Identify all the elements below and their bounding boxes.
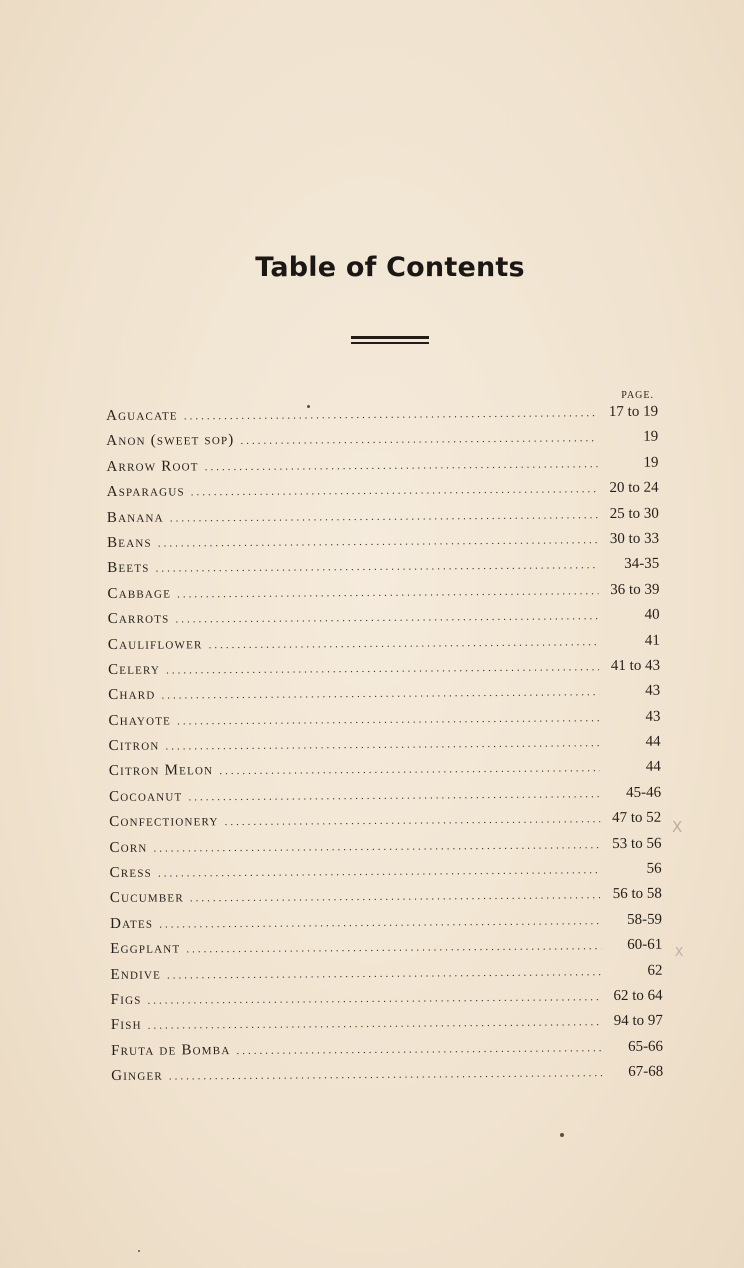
toc-entry-title: Beets xyxy=(107,560,150,577)
toc-entry-page-number: 58-59 xyxy=(626,911,663,928)
toc-entry-page-number: 43 xyxy=(645,682,661,700)
dot-leader xyxy=(169,1067,602,1082)
toc-entry-page-number: 30 to 33 xyxy=(609,530,660,547)
dot-leader xyxy=(186,940,601,955)
toc-entry-page-number: 56 xyxy=(646,860,662,877)
dot-leader xyxy=(209,636,599,651)
toc-entry-title: Corn xyxy=(109,839,148,856)
dot-leader xyxy=(225,813,601,828)
toc-entry-page-number: 36 to 39 xyxy=(610,581,660,598)
ink-speck xyxy=(138,1250,140,1252)
toc-entry-title: Endive xyxy=(110,966,162,983)
toc-entry-page-number: 47 to 52 xyxy=(612,809,662,827)
dot-leader xyxy=(236,1042,602,1057)
toc-entry-page-number: 53 to 56 xyxy=(612,835,662,852)
dot-leader xyxy=(175,610,598,625)
toc-entry-title: Cucumber xyxy=(109,889,184,907)
toc-entry-title: Fruta de Bomba xyxy=(110,1041,231,1059)
toc-entry-page-number: 44 xyxy=(645,733,661,750)
toc-entry-page-number: 67-68 xyxy=(628,1063,664,1081)
toc-entry-title: Eggplant xyxy=(110,940,181,958)
dot-leader xyxy=(177,712,599,727)
dot-leader xyxy=(159,915,601,930)
toc-entry-title: Beans xyxy=(106,534,152,551)
toc-entry-title: Banana xyxy=(106,509,164,526)
toc-entry-title: Carrots xyxy=(107,610,170,628)
page-title: Table of Contents xyxy=(255,252,525,283)
toc-entry-page-number: 45-46 xyxy=(625,784,662,801)
toc-entry-title: Cauliflower xyxy=(107,635,203,653)
toc-entry xyxy=(111,1064,663,1094)
toc-entry-title: Asparagus xyxy=(106,483,185,501)
dot-leader xyxy=(155,559,598,574)
toc-entry-page-number: 41 to 43 xyxy=(610,657,661,674)
toc-entry-page-number: 19 xyxy=(643,429,659,446)
table-of-contents-list xyxy=(106,404,663,1094)
dot-leader xyxy=(147,991,601,1007)
toc-entry-page-number: 40 xyxy=(644,606,660,623)
toc-entry-title: Ginger xyxy=(111,1067,163,1085)
toc-entry-title: Dates xyxy=(109,915,154,932)
toc-entry-title: Fish xyxy=(110,1017,142,1034)
dot-leader xyxy=(177,585,598,600)
page-column-heading: PAGE. xyxy=(621,390,654,401)
toc-entry-page-number: 25 to 30 xyxy=(609,505,659,522)
toc-entry-page-number: 41 xyxy=(644,632,660,649)
dot-leader xyxy=(148,1016,602,1032)
toc-entry-title: Cabbage xyxy=(107,585,172,602)
dot-leader xyxy=(166,661,599,676)
dot-leader xyxy=(167,966,602,981)
toc-entry-page-number: 17 to 19 xyxy=(608,403,659,421)
pencil-x-mark-2: X xyxy=(675,945,684,959)
title-double-rule-top xyxy=(351,336,429,339)
pencil-x-mark-1: X xyxy=(672,818,683,836)
toc-entry-title: Chayote xyxy=(108,712,172,729)
dot-leader xyxy=(170,509,598,524)
toc-entry-page-number: 62 to 64 xyxy=(613,987,663,1005)
toc-entry-title: Cress xyxy=(109,864,153,882)
toc-entry-page-number: 60-61 xyxy=(627,936,663,954)
dot-leader xyxy=(188,788,600,803)
dot-leader xyxy=(219,763,600,778)
toc-entry-title: Aguacate xyxy=(106,407,178,424)
toc-entry-title: Cocoanut xyxy=(108,788,183,805)
ink-speck xyxy=(307,405,310,408)
dot-leader xyxy=(158,864,601,879)
ink-speck xyxy=(560,1133,564,1137)
dot-leader xyxy=(240,433,597,448)
toc-entry-page-number: 43 xyxy=(645,708,661,725)
toc-entry-page-number: 94 to 97 xyxy=(613,1013,663,1030)
toc-entry-title: Arrow Root xyxy=(106,458,199,475)
toc-entry-page-number: 62 xyxy=(647,962,663,979)
title-double-rule-bottom xyxy=(351,342,429,344)
dot-leader xyxy=(153,839,600,855)
toc-entry-title: Anon (sweet sop) xyxy=(106,432,235,450)
dot-leader xyxy=(165,737,599,752)
toc-entry-page-number: 34-35 xyxy=(624,556,660,573)
dot-leader xyxy=(190,890,601,905)
toc-entry-page-number: 19 xyxy=(643,454,659,471)
toc-entry-title: Chard xyxy=(108,686,156,704)
toc-entry-title: Confectionery xyxy=(109,813,219,831)
dot-leader xyxy=(161,686,599,701)
dot-leader xyxy=(191,483,598,498)
dot-leader xyxy=(205,458,598,473)
dot-leader xyxy=(184,407,597,422)
toc-entry-page-number: 56 to 58 xyxy=(612,886,662,903)
toc-entry-title: Citron Melon xyxy=(108,762,214,780)
toc-entry-title: Citron xyxy=(108,737,160,755)
toc-entry-page-number: 65-66 xyxy=(627,1038,664,1055)
toc-entry-page-number: 44 xyxy=(645,759,661,776)
toc-entry-title: Celery xyxy=(107,661,161,678)
toc-entry-page-number: 20 to 24 xyxy=(609,479,659,497)
dot-leader xyxy=(158,534,598,549)
toc-entry-title: Figs xyxy=(110,991,142,1008)
